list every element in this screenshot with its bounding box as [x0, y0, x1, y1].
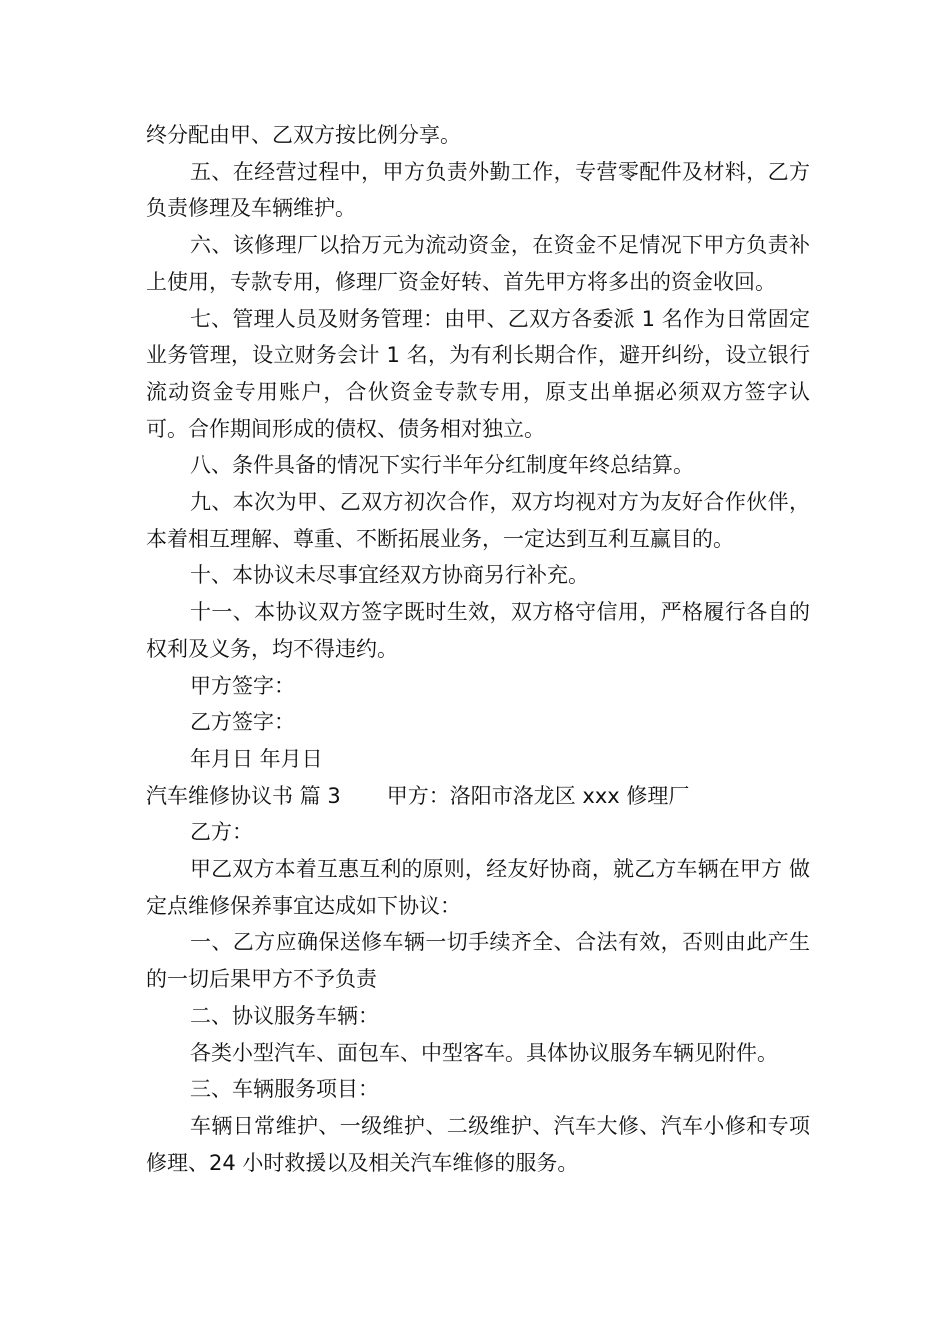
party-b-label: 乙方：	[190, 820, 253, 845]
paragraph-section-1: 一、乙方应确保送修车辆一切手续齐全、合法有效，否则由此产生的一切后果甲方不予负责	[146, 930, 810, 992]
paragraph-section-3-body: 车辆日常维护、一级维护、二级维护、汽车大修、汽车小修和专项修理、24 小时救援以及相关汽车维修的服务。	[146, 1113, 810, 1175]
party-a-name: 甲方：洛阳市洛龙区 xxx 修理厂	[386, 783, 690, 808]
signature-party-a: 甲方签字：	[190, 673, 295, 698]
paragraph-clause-6: 六、该修理厂以拾万元为流动资金，在资金不足情况下甲方负责补上使用，专款专用，修理厂资金好转、首先甲方将多出的资金收回。	[146, 233, 810, 294]
paragraph-clause-7: 七、管理人员及财务管理：由甲、乙双方各委派 1 名作为日常固定业务管理，设立财务会计 1 名，为有利长期合作，避开纠纷，设立银行流动资金专用账户，合伙资金专款专用，原支出单据必须双方签字认可。合作期间形成的债权、债务相对独立。	[146, 306, 810, 441]
signature-date: 年月日 年月日	[190, 746, 323, 771]
paragraph-clause-5: 五、在经营过程中，甲方负责外勤工作，专营零配件及材料，乙方负责修理及车辆维护。	[146, 159, 810, 221]
signature-party-b: 乙方签字：	[190, 710, 295, 735]
paragraph-intro: 甲乙双方本着互惠互利的原则，经友好协商，就乙方车辆在甲方 做定点维修保养事宜达成如下协议：	[146, 857, 810, 918]
paragraph-section-2: 二、协议服务车辆：	[190, 1003, 379, 1028]
paragraph-clause-11: 十一、本协议双方签字既时生效，双方格守信用，严格履行各自的权利及义务，均不得违约。	[146, 600, 810, 661]
document-body	[146, 117, 810, 1181]
paragraph-clause-9: 九、本次为甲、乙双方初次合作，双方均视对方为友好合作伙伴，本着相互理解、尊重、不断拓展业务，一定达到互利互赢目的。	[146, 490, 810, 551]
paragraph-clause-8: 八、条件具备的情况下实行半年分红制度年终总结算。	[190, 453, 694, 478]
paragraph-section-3: 三、车辆服务项目：	[190, 1077, 379, 1102]
paragraph-profit-share: 终分配由甲、乙双方按比例分享。	[146, 123, 461, 147]
paragraph-clause-10: 十、本协议未尽事宜经双方协商另行补充。	[190, 563, 589, 588]
section-heading	[146, 778, 810, 815]
paragraph-section-2-body: 各类小型汽车、面包车、中型客车。具体协议服务车辆见附件。	[190, 1040, 778, 1065]
section-title: 汽车维修协议书 篇 3	[146, 783, 341, 808]
